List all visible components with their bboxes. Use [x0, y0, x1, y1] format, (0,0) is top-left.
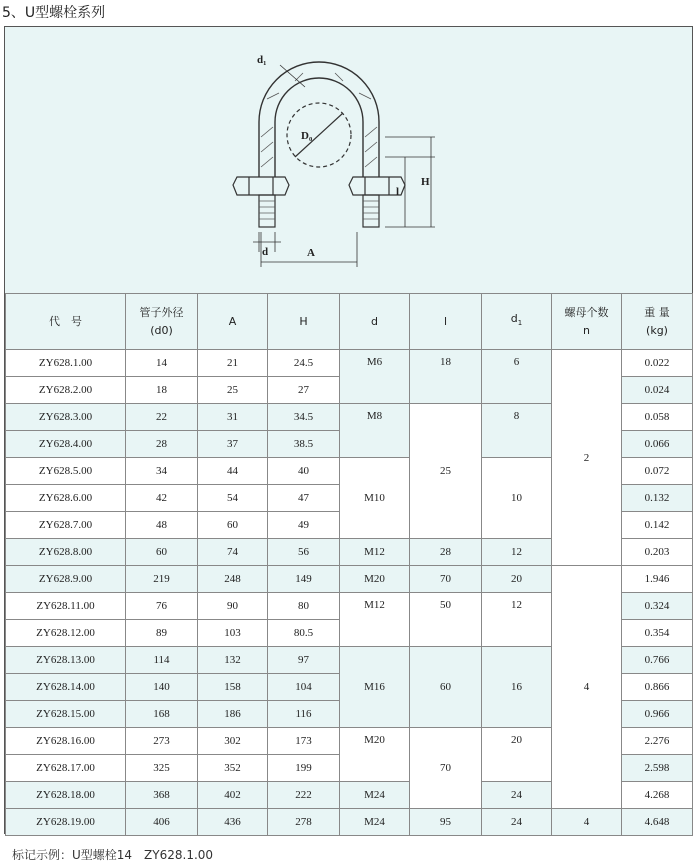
cell-d: M24: [340, 782, 410, 809]
header-d1-sub: 1: [517, 319, 523, 328]
cell-code: ZY628.16.00: [6, 728, 126, 755]
table-row: [6, 809, 693, 836]
cell-code: ZY628.2.00: [6, 377, 126, 404]
cell-weight: 0.866: [622, 674, 693, 701]
cell-code: ZY628.4.00: [6, 431, 126, 458]
header-weight: [622, 294, 693, 350]
cell-l: 50: [410, 593, 482, 647]
cell-d0: 34: [126, 458, 198, 485]
cell-d1: 24: [482, 809, 552, 836]
label-l: l: [396, 186, 400, 198]
cell-a: 74: [198, 539, 268, 566]
cell-d0: 14: [126, 350, 198, 377]
cell-d1: 20: [482, 566, 552, 593]
label-a: A: [307, 247, 315, 259]
header-d1: [482, 294, 552, 350]
cell-a: 37: [198, 431, 268, 458]
cell-d0: 273: [126, 728, 198, 755]
cell-code: ZY628.5.00: [6, 458, 126, 485]
cell-a: 60: [198, 512, 268, 539]
cell-code: ZY628.11.00: [6, 593, 126, 620]
label-d: d: [262, 246, 269, 258]
cell-a: 352: [198, 755, 268, 782]
cell-a: 158: [198, 674, 268, 701]
cell-weight: 0.766: [622, 647, 693, 674]
cell-weight: 0.966: [622, 701, 693, 728]
cell-d0: 325: [126, 755, 198, 782]
cell-weight: 0.072: [622, 458, 693, 485]
cell-a: 402: [198, 782, 268, 809]
label-d0: D₀: [301, 130, 313, 142]
cell-code: ZY628.18.00: [6, 782, 126, 809]
cell-d0: 140: [126, 674, 198, 701]
cell-a: 248: [198, 566, 268, 593]
cell-d1: 16: [482, 647, 552, 728]
cell-h: 104: [268, 674, 340, 701]
cell-l: 70: [410, 728, 482, 809]
cell-h: 278: [268, 809, 340, 836]
cell-nuts: 4: [552, 566, 622, 809]
cell-h: 222: [268, 782, 340, 809]
cell-d1: 12: [482, 539, 552, 566]
cell-h: 199: [268, 755, 340, 782]
marking-example: 标记示例：U型螺栓14 ZY628.1.00: [12, 848, 214, 862]
cell-d0: 42: [126, 485, 198, 512]
header-pipe-od: [126, 294, 198, 350]
label-h: H: [421, 176, 430, 188]
header-pipe-od-line1: 管子外径: [139, 305, 184, 319]
header-a: A: [198, 294, 268, 350]
cell-weight: 4.268: [622, 782, 693, 809]
header-weight-line1: 重 量: [644, 305, 670, 319]
cell-d0: 368: [126, 782, 198, 809]
cell-l: 60: [410, 647, 482, 728]
header-nuts-line1: 螺母个数: [564, 305, 609, 319]
header-l: l: [410, 294, 482, 350]
cell-h: 24.5: [268, 350, 340, 377]
cell-d: M6: [340, 350, 410, 404]
cell-a: 103: [198, 620, 268, 647]
cell-code: ZY628.17.00: [6, 755, 126, 782]
cell-code: ZY628.9.00: [6, 566, 126, 593]
cell-d0: 406: [126, 809, 198, 836]
cell-h: 47: [268, 485, 340, 512]
cell-a: 302: [198, 728, 268, 755]
cell-code: ZY628.15.00: [6, 701, 126, 728]
cell-a: 436: [198, 809, 268, 836]
cell-weight: 1.946: [622, 566, 693, 593]
cell-code: ZY628.7.00: [6, 512, 126, 539]
cell-d0: 219: [126, 566, 198, 593]
cell-weight: 0.142: [622, 512, 693, 539]
cell-h: 38.5: [268, 431, 340, 458]
cell-weight: 2.598: [622, 755, 693, 782]
cell-code: ZY628.6.00: [6, 485, 126, 512]
cell-d: M20: [340, 728, 410, 782]
cell-d1: 24: [482, 782, 552, 809]
cell-d0: 76: [126, 593, 198, 620]
cell-h: 173: [268, 728, 340, 755]
cell-d0: 28: [126, 431, 198, 458]
cell-weight: 0.132: [622, 485, 693, 512]
u-bolt-drawing: [5, 27, 692, 293]
cell-h: 27: [268, 377, 340, 404]
cell-h: 97: [268, 647, 340, 674]
cell-a: 31: [198, 404, 268, 431]
cell-code: ZY628.13.00: [6, 647, 126, 674]
cell-d: M8: [340, 404, 410, 458]
u-bolt-diagram: [5, 27, 692, 293]
cell-l: 18: [410, 350, 482, 404]
cell-l: 95: [410, 809, 482, 836]
cell-d: M24: [340, 809, 410, 836]
header-d1-main: d: [510, 312, 518, 326]
cell-h: 149: [268, 566, 340, 593]
cell-weight: 0.203: [622, 539, 693, 566]
left-thread: [259, 195, 275, 227]
cell-d0: 48: [126, 512, 198, 539]
cell-a: 21: [198, 350, 268, 377]
cell-d: M10: [340, 458, 410, 539]
left-nut: [233, 177, 289, 195]
cell-weight: 0.324: [622, 593, 693, 620]
cell-d1: 6: [482, 350, 552, 404]
u-bolt-outer: [259, 62, 379, 187]
cell-weight: 0.058: [622, 404, 693, 431]
cell-d0: 114: [126, 647, 198, 674]
cell-d0: 89: [126, 620, 198, 647]
cell-a: 25: [198, 377, 268, 404]
cell-h: 49: [268, 512, 340, 539]
cell-weight: 0.354: [622, 620, 693, 647]
cell-a: 44: [198, 458, 268, 485]
cell-a: 90: [198, 593, 268, 620]
cell-weight: 0.066: [622, 431, 693, 458]
cell-d1: 10: [482, 458, 552, 539]
cell-weight: 4.648: [622, 809, 693, 836]
section-heading: 5、U型螺栓系列: [2, 5, 106, 21]
cell-nuts: 4: [552, 809, 622, 836]
cell-h: 80: [268, 593, 340, 620]
header-weight-line2: (kg): [646, 323, 668, 337]
table-row: [6, 566, 693, 593]
header-pipe-od-line2: (d0): [150, 323, 173, 337]
cell-d0: 18: [126, 377, 198, 404]
cell-weight: 0.022: [622, 350, 693, 377]
cell-a: 186: [198, 701, 268, 728]
u-bolt-inner: [275, 78, 363, 187]
cell-d0: 168: [126, 701, 198, 728]
cell-l: 25: [410, 404, 482, 539]
header-row: [6, 294, 693, 350]
cell-a: 132: [198, 647, 268, 674]
cell-weight: 2.276: [622, 728, 693, 755]
cell-l: 70: [410, 566, 482, 593]
cell-l: 28: [410, 539, 482, 566]
cell-h: 34.5: [268, 404, 340, 431]
cell-code: ZY628.19.00: [6, 809, 126, 836]
cell-d: M16: [340, 647, 410, 728]
label-d1: d₁: [257, 54, 267, 66]
cell-h: 116: [268, 701, 340, 728]
cell-d1: 8: [482, 404, 552, 458]
cell-d: M12: [340, 593, 410, 647]
cell-h: 56: [268, 539, 340, 566]
cell-code: ZY628.14.00: [6, 674, 126, 701]
cell-code: ZY628.12.00: [6, 620, 126, 647]
cell-code: ZY628.3.00: [6, 404, 126, 431]
cell-d0: 60: [126, 539, 198, 566]
cell-d: M12: [340, 539, 410, 566]
cell-weight: 0.024: [622, 377, 693, 404]
cell-h: 80.5: [268, 620, 340, 647]
cell-code: ZY628.1.00: [6, 350, 126, 377]
cell-h: 40: [268, 458, 340, 485]
spec-table: [5, 293, 693, 836]
right-thread: [363, 195, 379, 227]
header-nuts: [552, 294, 622, 350]
header-nuts-line2: n: [583, 323, 590, 337]
header-code: 代 号: [6, 294, 126, 350]
header-h: H: [268, 294, 340, 350]
table-row: [6, 350, 693, 377]
cell-nuts: 2: [552, 350, 622, 566]
header-d: d: [340, 294, 410, 350]
cell-d: M20: [340, 566, 410, 593]
cell-d1: 20: [482, 728, 552, 782]
cell-d1: 12: [482, 593, 552, 647]
cell-a: 54: [198, 485, 268, 512]
cell-d0: 22: [126, 404, 198, 431]
cell-code: ZY628.8.00: [6, 539, 126, 566]
